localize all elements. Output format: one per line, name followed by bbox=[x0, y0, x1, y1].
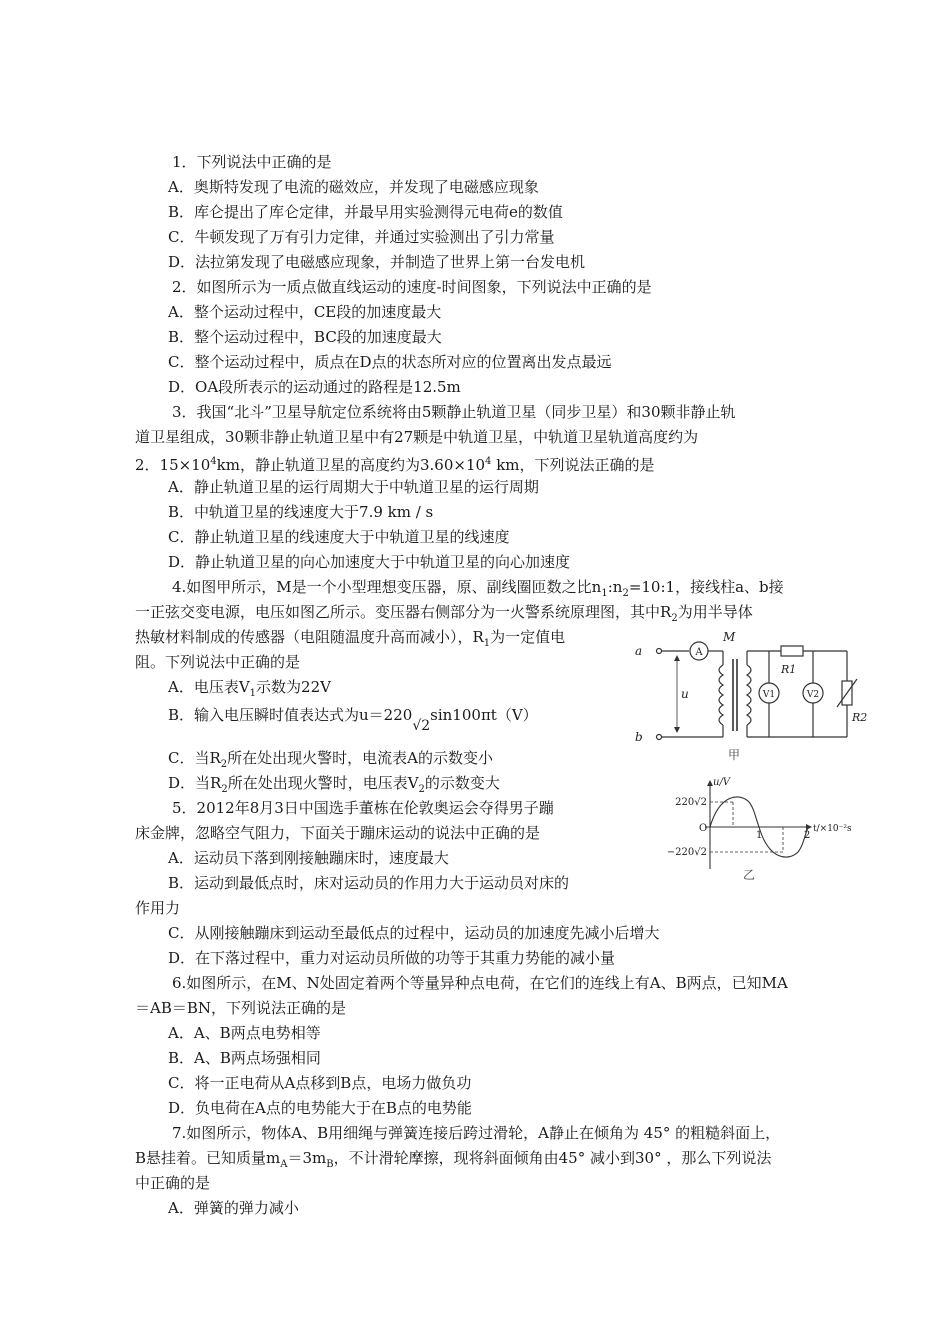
q4-option-a: A．电压表$V_1$示数为22V bbox=[168, 678, 331, 699]
origin-label: O bbox=[699, 823, 708, 834]
q4-stem-line2: 一正弦交变电源，电压如图乙所示。变压器右侧部分为一火警系统原理图，其中$R_2$为用半导体 bbox=[135, 603, 753, 624]
q5-option-b-line1: B．运动到最低点时，床对运动员的作用力大于运动员对床的 bbox=[168, 874, 570, 892]
ammeter-label: A bbox=[695, 647, 703, 658]
q4-stem-line3: 热敏材料制成的传感器（电阻随温度升高而减小），$R_1$为一定值电 bbox=[135, 628, 566, 649]
q1-option-b: B．库仑提出了库仑定律，并最早用实验测得元电荷e的数值 bbox=[168, 203, 563, 221]
q1-option-a: A．奥斯特发现了电流的磁效应，并发现了电磁感应现象 bbox=[168, 178, 539, 196]
q7-option-a: A．弹簧的弹力减小 bbox=[168, 1199, 299, 1217]
q3-option-d: D．静止轨道卫星的向心加速度大于中轨道卫星的向心加速度 bbox=[168, 553, 571, 571]
tick-negative-peak: −220√2 bbox=[666, 847, 707, 858]
q6-stem-line1: 6.如图所示，在M、N处固定着两个等量异种点电荷，在它们的连线上有A、B两点，已知MA bbox=[172, 974, 788, 992]
terminal-a-label: a bbox=[635, 644, 643, 658]
y-axis-label: u/V bbox=[713, 777, 731, 788]
q2-option-b: B．整个运动过程中，BC段的加速度最大 bbox=[168, 328, 442, 346]
q3-stem-line2: 道卫星组成，30颗非静止轨道卫星中有27颗是中轨道卫星，中轨道卫星轨道高度约为 bbox=[135, 428, 699, 446]
q3-option-a: A．静止轨道卫星的运行周期大于中轨道卫星的运行周期 bbox=[168, 478, 539, 496]
q3-stem-line3: 2．$15\times 10^4km$，静止轨道卫星的高度约为$3.60\times 10^4$ km，下列说法正确的是 bbox=[135, 456, 655, 474]
resistor-r1-label: R1 bbox=[781, 663, 797, 676]
q1-option-d: D．法拉第发现了电磁感应现象，并制造了世界上第一台发电机 bbox=[168, 253, 586, 271]
voltmeter-v1-label: V1 bbox=[762, 690, 776, 700]
voltage-u-label: u bbox=[681, 687, 689, 701]
q6-option-d: D．负电荷在A点的电势能大于在B点的电势能 bbox=[168, 1099, 472, 1117]
q4-stem-line4: 阻。下列说法中正确的是 bbox=[135, 653, 301, 671]
voltmeter-v2-label: V2 bbox=[806, 690, 820, 700]
q6-stem-line2: ＝AB＝BN，下列说法正确的是 bbox=[135, 999, 347, 1017]
x-axis-label: t/×10⁻²s bbox=[813, 824, 852, 834]
q3-option-c: C．静止轨道卫星的线速度大于中轨道卫星的线速度 bbox=[168, 528, 510, 546]
q5-stem-line2: 床金牌，忽略空气阻力，下面关于蹦床运动的说法中正确的是 bbox=[135, 824, 541, 842]
q3-option-b: B．中轨道卫星的线速度大于7.9 km / s bbox=[168, 503, 434, 521]
q4-stem-line1: 4.如图甲所示，M是一个小型理想变压器，原、副线圈匝数之比$n_1:n_2=10:1$，接线柱a、b接 bbox=[172, 578, 784, 599]
tick-two: 2 bbox=[804, 830, 811, 841]
q4-option-c: C．当$R_2$所在处出现火警时，电流表A的示数变小 bbox=[168, 749, 493, 770]
transformer-circuit-figure bbox=[625, 625, 868, 765]
q5-option-b-line2: 作用力 bbox=[135, 899, 181, 917]
q5-stem-line1: 5．2012年8月3日中国选手董栋在伦敦奥运会夺得男子蹦 bbox=[172, 799, 554, 817]
tick-positive-peak: 220√2 bbox=[675, 797, 707, 808]
terminal-b-label: b bbox=[635, 730, 643, 744]
transformer-m-label: M bbox=[723, 630, 736, 644]
q2-option-c: C．整个运动过程中，质点在D点的状态所对应的位置离出发点最远 bbox=[168, 353, 612, 371]
q6-option-a: A．A、B两点电势相等 bbox=[168, 1024, 321, 1042]
sqrt-two: √2 bbox=[412, 718, 431, 734]
q7-stem-line2: B悬挂着。已知质量$m_A=3m_B$，不计滑轮摩擦，现将斜面倾角由45° 减小到30° ，那么下列说法 bbox=[135, 1149, 772, 1170]
q2-option-a: A．整个运动过程中，CE段的加速度最大 bbox=[168, 303, 442, 321]
q2-stem: 2．如图所示为一质点做直线运动的速度-时间图象，下列说法中正确的是 bbox=[172, 278, 652, 296]
resistor-r2-label: R2 bbox=[852, 711, 868, 724]
q1-option-c: C．牛顿发现了万有引力定律，并通过实验测出了引力常量 bbox=[168, 228, 555, 246]
q1-stem: 1．下列说法中正确的是 bbox=[172, 153, 332, 171]
tick-one: 1 bbox=[756, 830, 763, 841]
q4-option-b: B．输入电压瞬时值表达式为u＝220√2sin100πt（V） bbox=[168, 706, 538, 734]
q5-option-c: C．从刚接触蹦床到运动至最低点的过程中，运动员的加速度先减小后增大 bbox=[168, 924, 660, 942]
q7-stem-line3: 中正确的是 bbox=[135, 1174, 211, 1192]
figure-jia-caption: 甲 bbox=[728, 748, 741, 762]
q4-option-d: D．当$R_2$所在处出现火警时，电压表$V_2$的示数变大 bbox=[168, 774, 500, 795]
voltage-sine-graph bbox=[625, 775, 865, 885]
q2-option-d: D．OA段所表示的运动通过的路程是12.5m bbox=[168, 378, 461, 396]
q5-option-d: D．在下落过程中，重力对运动员所做的功等于其重力势能的减小量 bbox=[168, 949, 616, 967]
figure-yi-caption: 乙 bbox=[743, 868, 756, 882]
q6-option-b: B．A、B两点场强相同 bbox=[168, 1049, 321, 1067]
q7-stem-line1: 7.如图所示，物体A、B用细绳与弹簧连接后跨过滑轮，A静止在倾角为 45° 的粗糙斜面上， bbox=[172, 1124, 781, 1142]
q6-option-c: C．将一正电荷从A点移到B点，电场力做负功 bbox=[168, 1074, 472, 1092]
q5-option-a: A．运动员下落到刚接触蹦床时，速度最大 bbox=[168, 849, 449, 867]
q3-stem-line1: 3．我国“北斗”卫星导航定位系统将由5颗静止轨道卫星（同步卫星）和30颗非静止轨 bbox=[172, 403, 736, 421]
